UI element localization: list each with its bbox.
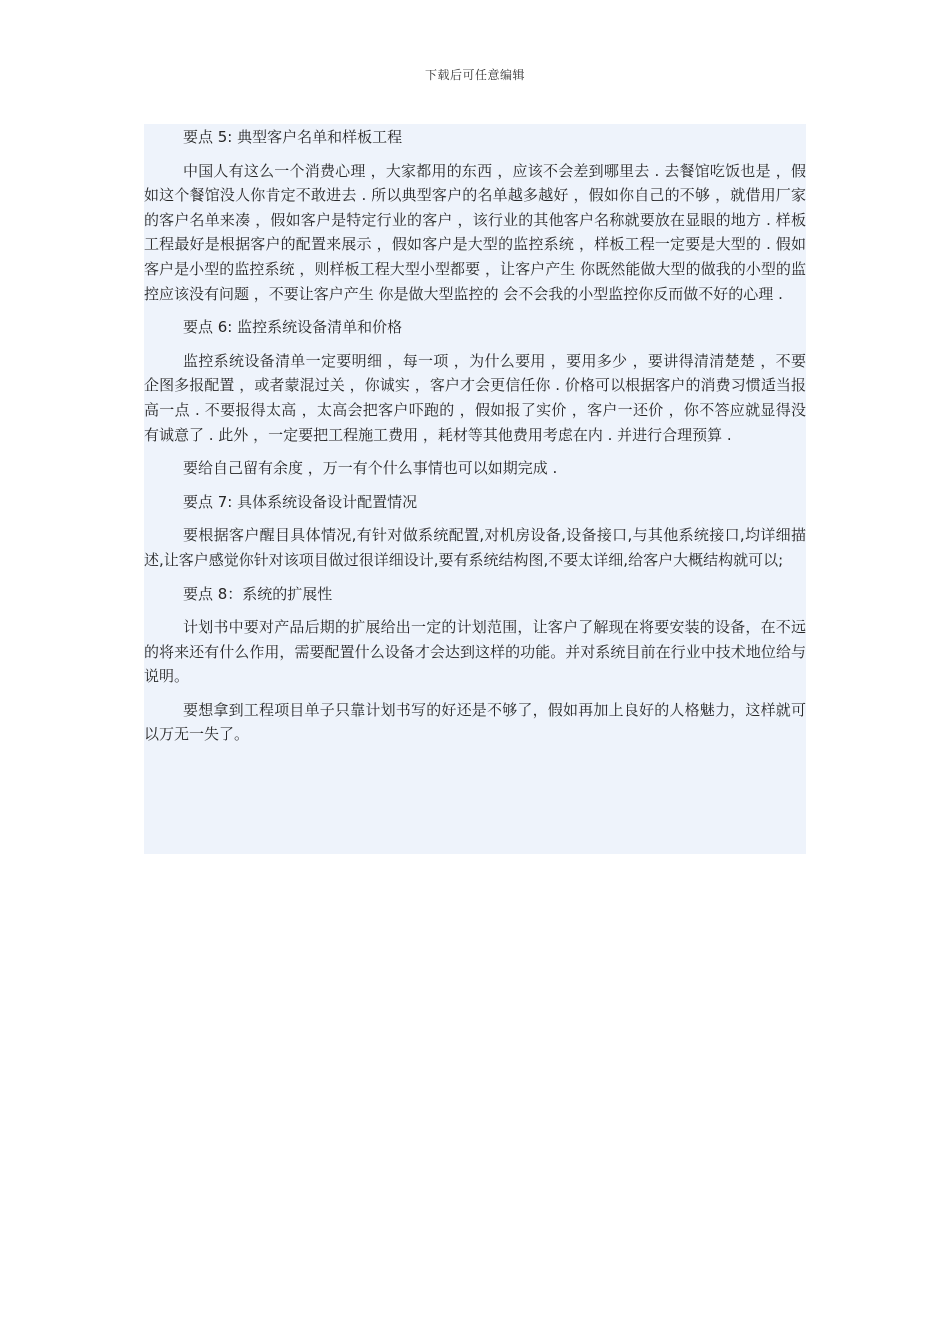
page-header: 下载后可任意编辑 [424, 68, 525, 82]
paragraph-equipment-list: 监控系统设备清单一定要明细 ，每一项 ，为什么要用 ，要用多少 ，要讲得清清楚楚 ，不要企图多报配置 ，或者蒙混过关 ，你诚实 ，客户才会更信任你 . 价格可以根据客户的消费习惯适当报高一点 . 不要报得太高 ，太高会把客户吓跑的 ，假如报了实价 ，客户一还价 ，你不答应就显得没有诚意了 . 此外 ，一定要把工程施工费用 ，耗材等其他费用考虑在内 . 并进行合理预算 . [144, 351, 806, 444]
document-body [144, 124, 806, 854]
paragraph-conclusion: 要想拿到工程项目单子只靠计划书写的好还是不够了，假如再加上良好的人格魅力，这样就可以万无一失了。 [144, 700, 806, 744]
paragraph-scalability: 计划书中要对产品后期的扩展给出一定的计划范围，让客户了解现在将要安装的设备，在不远的将来还有什么作用，需要配置什么设备才会达到这样的功能。并对系统目前在行业中技术地位给与说明。 [144, 618, 806, 686]
section-heading-5: 要点 5: 典型客户名单和样板工程 [183, 128, 403, 146]
section-heading-8: 要点 8：系统的扩展性 [183, 584, 333, 603]
paragraph-customers: 中国人有这么一个消费心理 ，大家都用的东西 ，应该不会差到哪里去 . 去餐馆吃饭也是 ，假如这个餐馆没人你肯定不敢进去 . 所以典型客户的名单越多越好 ，假如你自己的不够 ，就借用厂家的客户名单来凑 ，假如客户是特定行业的客户 ，该行业的其他客户名称就要放在显眼的地方 . 样板工程最好是根据客户的配置来展示 ，假如客户是大型的监控系统 ，样板工程一定要是大型的 . 假如客户是小型的监控系统 ，则样板工程大型小型都要 ，让客户产生 你既然能做大型的做我的小型的监控应该没有问题 ，不要让客户产生 你是做大型监控的 会不会我的小型监控你反而做不好的心理 . [144, 161, 806, 303]
section-heading-6: 要点 6: 监控系统设备清单和价格 [183, 318, 403, 337]
paragraph-margin: 要给自己留有余度 ，万一有个什么事情也可以如期完成 . [183, 459, 558, 478]
section-heading-7: 要点 7: 具体系统设备设计配置情况 [183, 492, 418, 511]
paragraph-system-config: 要根据客户醒目具体情况,有针对做系统配置,对机房设备,设备接口,与其他系统接口,均详细描述,让客户感觉你针对该项目做过很详细设计,要有系统结构图,不要太详细,给客户大概结构就可以; [144, 526, 806, 569]
